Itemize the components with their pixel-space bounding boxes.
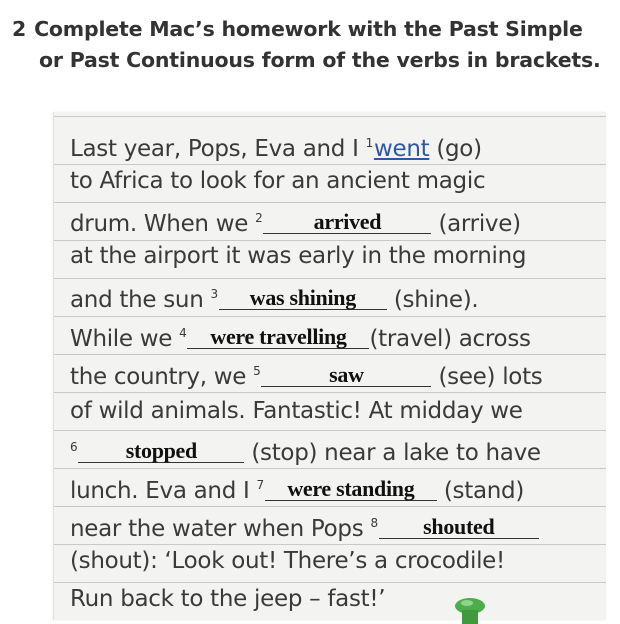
line-text: at the airport it was early in the morning [70, 243, 527, 269]
gap-number: 7 [256, 478, 264, 492]
answer-blank[interactable]: saw [261, 364, 431, 387]
line-text: Last year, Pops, Eva and I [70, 136, 366, 162]
homework-line-8 [70, 396, 610, 426]
answer-blank[interactable]: stopped [78, 440, 244, 463]
gap-number: 2 [255, 211, 263, 225]
gap-number: 4 [179, 326, 187, 340]
answer-blank[interactable]: were standing [265, 478, 437, 501]
answer-blank[interactable]: arrived [263, 211, 431, 234]
gap-number: 1 [365, 136, 373, 150]
ruled-line [54, 392, 606, 393]
gap-number: 5 [253, 364, 261, 378]
verb-hint: (stop) near a lake to have [244, 440, 541, 466]
gap-number: 8 [370, 516, 378, 530]
homework-line-12 [70, 546, 610, 576]
exercise-header [12, 14, 612, 76]
answer-blank[interactable]: were travelling [187, 326, 369, 349]
verb-hint: (see) lots [431, 364, 543, 390]
gap-number: 3 [210, 287, 218, 301]
ruled-line [54, 116, 606, 117]
verb-hint: (go) [429, 136, 482, 162]
line-text: near the water when Pops [70, 516, 371, 542]
gap-number: 6 [70, 440, 78, 454]
ruled-line [54, 544, 606, 545]
ruled-line [54, 506, 606, 507]
line-text: Run back to the jeep – fast!’ [70, 586, 386, 612]
homework-line-2 [70, 166, 610, 196]
homework-line-4 [70, 241, 610, 271]
verb-hint: (travel) across [369, 326, 531, 352]
line-text: the country, we [70, 364, 254, 390]
line-text: (shout): ‘Look out! There’s a crocodile! [70, 548, 505, 574]
homework-line-1 [70, 128, 610, 164]
homework-line-7 [70, 356, 610, 392]
ruled-line [54, 316, 606, 317]
homework-line-10 [70, 470, 610, 506]
ruled-line [54, 582, 606, 583]
ruled-line [54, 468, 606, 469]
homework-line-9 [70, 432, 610, 468]
verb-hint: (stand) [436, 478, 524, 504]
line-text: While we [70, 326, 180, 352]
homework-line-3 [70, 203, 610, 239]
homework-line-11 [70, 508, 610, 544]
homework-line-13 [70, 584, 610, 614]
answer-blank[interactable]: was shining [219, 287, 387, 310]
example-answer: went [373, 136, 430, 162]
exercise-number: 2 [12, 17, 27, 41]
answer-blank[interactable]: shouted [379, 516, 539, 539]
homework-line-5 [70, 279, 610, 315]
verb-hint: (shine). [386, 287, 479, 313]
line-text: drum. When we [70, 211, 256, 237]
ruled-line [54, 354, 606, 355]
instruction-line-1: Complete Mac’s homework with the Past Simple [34, 17, 583, 41]
homework-line-6 [70, 318, 610, 354]
line-text: of wild animals. Fantastic! At midday we [70, 398, 523, 424]
line-text: lunch. Eva and I [70, 478, 257, 504]
ruled-line [54, 430, 606, 431]
verb-hint: (arrive) [431, 211, 521, 237]
line-text: and the sun [70, 287, 211, 313]
instruction-line-2: or Past Continuous form of the verbs in brackets. [39, 48, 601, 72]
ruled-line [54, 164, 606, 165]
line-text: to Africa to look for an ancient magic [70, 168, 486, 194]
